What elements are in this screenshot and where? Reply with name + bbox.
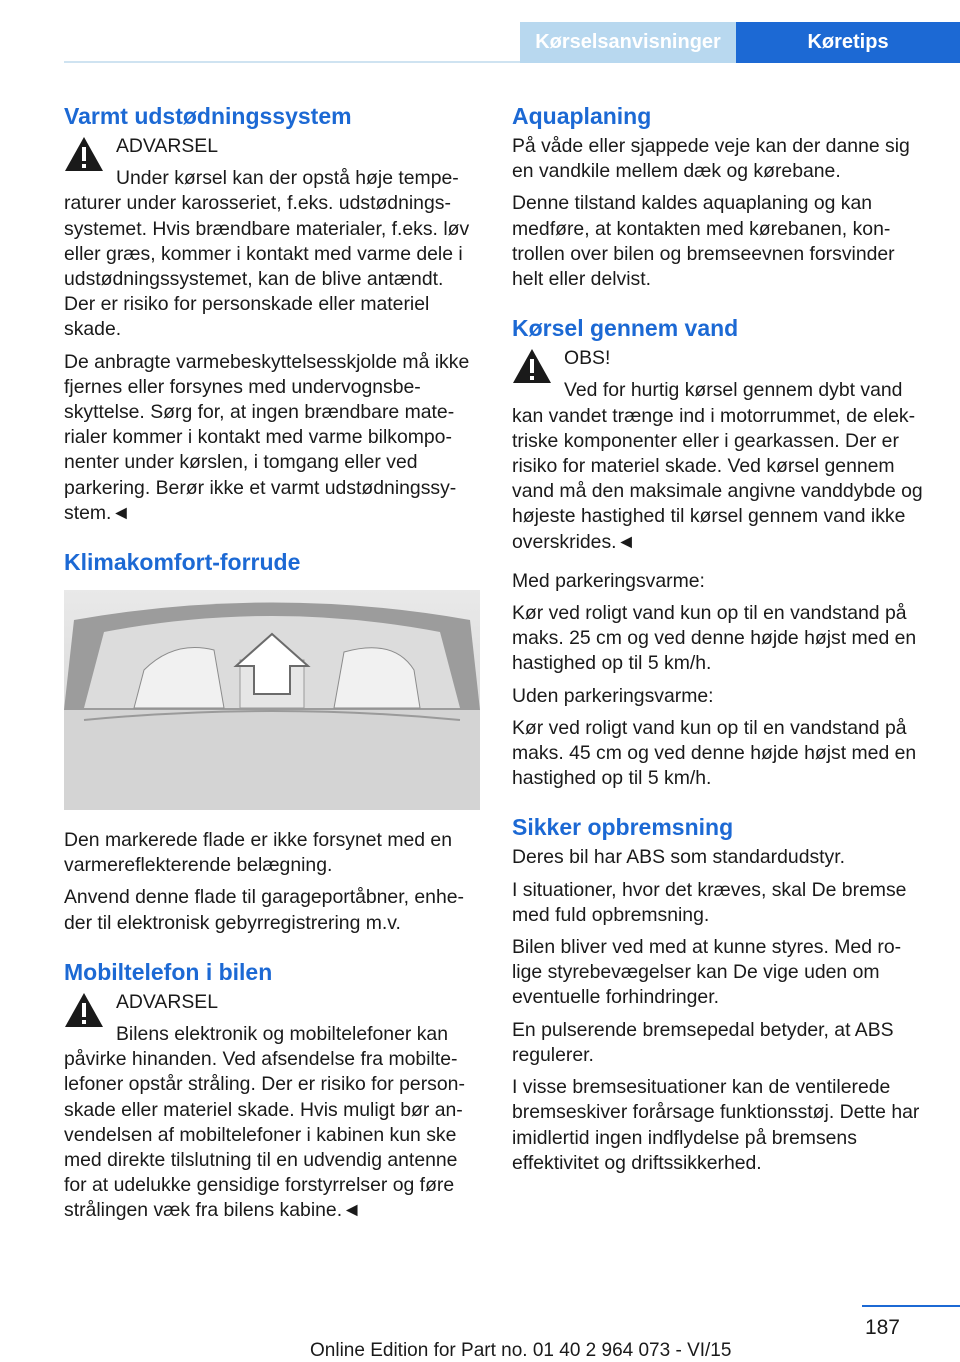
paragraph: Den markerede flade er ikke forsynet med en varmereflekterende belægning. — [64, 829, 453, 877]
left-column — [64, 102, 480, 1231]
warning-block — [64, 990, 480, 1224]
section-title: Varmt udstødningssystem — [64, 103, 352, 129]
tab-current[interactable]: Køretips — [736, 22, 960, 63]
warning-text-first: Bilens elektronik og mobiltelefoner kan — [116, 1023, 448, 1046]
section-title: Sikker opbremsning — [512, 814, 734, 841]
warning-text: kan vandet trænge ind i motorrummet, de elek-triske komponenter eller i gearkassen. Der er risiko for materiel skade. Ved kørsel gennem vand må den maksimale angivne vanddybde og højeste hastighed til kørsel gennem vand ikke overskrides.◄ — [512, 404, 923, 553]
paragraph: På våde eller sjappede veje kan der danne sig en vandkile mellem dæk og kørebane. — [512, 135, 910, 183]
warning-triangle-icon — [64, 136, 104, 172]
paragraph: Uden parkeringsvarme: — [512, 684, 714, 707]
footer-edition: Online Edition for Part no. 01 40 2 964 073 - VI/15 — [310, 1340, 732, 1361]
paragraph: Anvend denne flade til garageportåbner, enhe-der til elektronisk gebyrregistrering m.v. — [64, 886, 464, 934]
paragraph: Deres bil har ABS som standardudstyr. — [512, 846, 846, 869]
right-column — [512, 102, 930, 1183]
paragraph: I situationer, hvor det kræves, skal De bremse med fuld opbremsning. — [512, 878, 907, 926]
footer-rule — [862, 1305, 960, 1307]
warning-block — [512, 346, 930, 555]
section-title: Mobiltelefon i bilen — [64, 958, 273, 985]
paragraph: Med parkeringsvarme: — [512, 569, 705, 592]
section-title: Klimakomfort-forrude — [64, 549, 301, 576]
section-title: Kørsel gennem vand — [512, 315, 739, 342]
page-number: 187 — [864, 1316, 900, 1339]
paragraph: Denne tilstand kaldes aquaplaning og kan medføre, at kontakten med kørebanen, kon-trollen over bilen og bremseevnen forsvinder helt eller delvist. — [512, 192, 895, 291]
tab-section[interactable]: Kørselsanvisninger — [520, 22, 736, 63]
warning-triangle-icon — [512, 348, 552, 384]
warning-label: ADVARSEL — [116, 990, 219, 1013]
paragraph: De anbragte varmebeskyttelsesskjolde må ikke fjernes eller forsynes med undervognsbe-skyttelse. Sørg for, at ingen brændbare mate-rialer kommer i kontakt med varme bilkompo-nenter under kørslen, i tomgang eller ved parkering. Berør ikke et varmt udstødningssy-stem.◄ — [64, 350, 470, 524]
warning-text-first: Under kørsel kan der opstå høje tempe- — [116, 167, 459, 190]
paragraph: Kør ved roligt vand kun op til en vandstand på maks. 45 cm og ved denne højde højst med en hastighed op til 5 km/h. — [512, 716, 917, 790]
paragraph: Bilen bliver ved med at kunne styres. Med ro-lige styrebevægelser kan De vige uden om eventuelle forhindringer. — [512, 936, 902, 1009]
section-title: Aquaplaning — [512, 103, 652, 129]
warning-text-first: Ved for hurtig kørsel gennem dybt vand — [564, 379, 903, 402]
warning-text: raturer under karosseriet, f.eks. udstødnings-systemet. Hvis brændbare materialer, f.eks. løv eller græs, kommer i kontakt med varme dele i udstødningssystemet, kan de blive antændt. Der er risiko for personskade eller materiel skade. — [64, 192, 470, 341]
warning-label: ADVARSEL — [116, 135, 219, 157]
warning-block — [64, 134, 480, 343]
warning-triangle-icon — [64, 992, 104, 1028]
warning-label: OBS! — [564, 347, 611, 370]
paragraph: Kør ved roligt vand kun op til en vandstand på maks. 25 cm og ved denne højde højst med en hastighed op til 5 km/h. — [512, 602, 917, 675]
paragraph: I visse bremsesituationer kan de ventilerede bremseskiver forårsage funktionsstøj. Dette har imidlertid ingen indflydelse på bremsens effektivitet og driftssikkerhed. — [512, 1076, 920, 1174]
paragraph: En pulserende bremsepedal betyder, at ABS regulerer. — [512, 1018, 894, 1066]
warning-text: påvirke hinanden. Ved afsendelse fra mobilte-lefoner opstår stråling. Der er risiko for person-skade eller materiel skade. Hvis muligt bør an-vendelsen af mobiltelefoner i kabinen kun ske med direkte tilslutning til en udvendig antenne for at udelukke gensidige forstyrrelser og føre strålingen væk fra bilens kabine.◄ — [64, 1048, 465, 1222]
windshield-photo — [64, 590, 480, 810]
